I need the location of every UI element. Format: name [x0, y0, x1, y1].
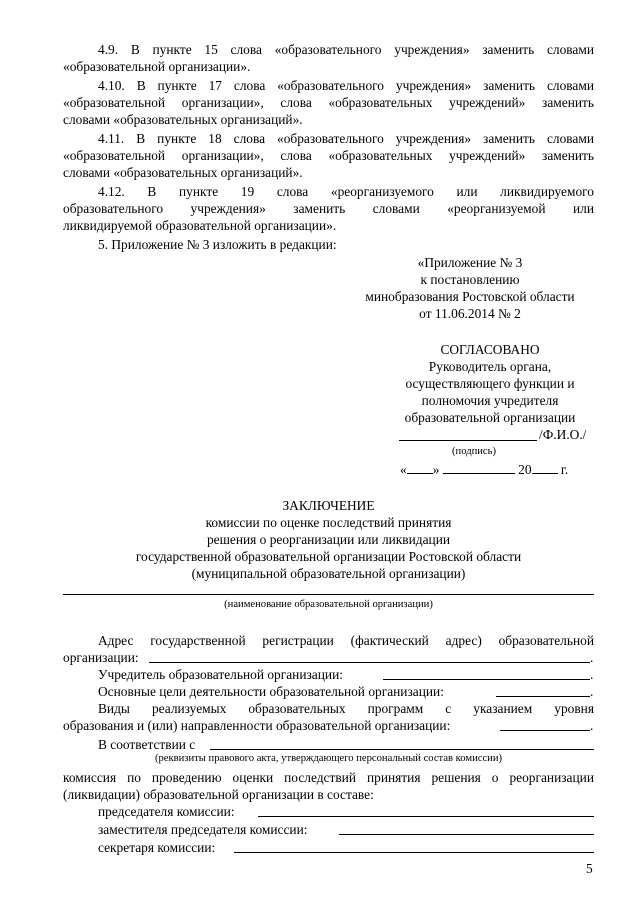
approval-title: СОГЛАСОВАНО	[440, 342, 540, 357]
approval-line-2: осуществляющего функции и	[405, 376, 575, 391]
approval-line-3: полномочия учредителя	[421, 393, 559, 408]
item-4-9-line-2: «образовательной организации».	[63, 59, 251, 74]
appendix-line-2: к постановлению	[420, 272, 520, 287]
goals-dot: .	[590, 684, 594, 699]
commission-line-1: комиссия по проведению оценки последствий принятия решения о реорганизации	[63, 770, 594, 785]
item-4-9-line-1: 4.9. В пункте 15 слова «образовательного учреждения» заменить словами	[98, 42, 594, 57]
item-4-10-line-1: 4.10. В пункте 17 слова «образовательного учреждения» заменить словами	[98, 78, 594, 93]
programs-label: образования и (или) направленности образовательной организации:	[63, 718, 451, 733]
year-blank	[532, 461, 558, 474]
address-dot: .	[590, 650, 594, 665]
year-suffix: г.	[560, 462, 569, 477]
founder-dot: .	[590, 667, 594, 682]
approval-fio: /Ф.И.О./	[539, 427, 587, 442]
appendix-title: «Приложение № 3	[417, 255, 523, 270]
approval-line-1: Руководитель органа,	[428, 359, 552, 374]
day-blank	[407, 461, 433, 474]
conclusion-title: ЗАКЛЮЧЕНИЕ	[282, 498, 375, 513]
deputy-blank	[339, 834, 594, 835]
programs-dot: .	[590, 718, 594, 733]
org-name-caption: (наименование образовательной организации)	[224, 599, 433, 610]
commission-line-2: (ликвидации) образовательной организации в составе:	[63, 787, 374, 802]
secretary-blank	[234, 852, 594, 853]
item-4-10-line-3: словами «образовательных организаций».	[63, 112, 303, 127]
approval-date	[400, 461, 568, 478]
item-4-10-line-2: «образовательной организации», слова «образовательных учреждений» заменить	[63, 95, 594, 110]
founder-label: Учредитель образовательной организации:	[98, 667, 343, 682]
item-4-12-line-1: 4.12. В пункте 19 слова «реорганизуемого или ликвидируемого	[98, 184, 594, 199]
goals-label: Основные цели деятельности образовательной организации:	[98, 684, 444, 699]
item-4-11-line-1: 4.11. В пункте 18 слова «образовательного учреждения» заменить словами	[98, 131, 594, 146]
address-label: организации:	[63, 650, 139, 665]
org-name-line	[63, 594, 594, 595]
founder-blank	[383, 679, 590, 680]
conclusion-line-1: комиссии по оценке последствий принятия	[205, 515, 452, 530]
secretary-label: секретаря комиссии:	[98, 840, 216, 855]
goals-blank	[496, 696, 590, 697]
page-number: 5	[586, 861, 593, 876]
chairman-label: председателя комиссии:	[98, 804, 235, 819]
address-line-1: Адрес государственной регистрации (фактический адрес) образовательной	[98, 633, 594, 648]
act-caption: (реквизиты правового акта, утверждающего персональный состав комиссии)	[154, 753, 503, 764]
year-prefix: 20	[518, 462, 532, 477]
item-5: 5. Приложение № 3 изложить в редакции:	[98, 237, 337, 252]
programs-line-1: Виды реализуемых образовательных программ с указанием уровня	[98, 701, 594, 716]
conclusion-line-3: государственной образовательной организации Ростовской области	[135, 549, 522, 564]
item-4-12-line-2: образовательного учреждения» заменить словами «реорганизуемой или	[63, 201, 594, 216]
signature-caption: (подпись)	[452, 446, 496, 457]
date-close-quote: »	[432, 462, 440, 477]
appendix-line-3: минобразования Ростовской области	[365, 289, 575, 304]
conclusion-line-4: (муниципальной образовательной организации)	[191, 566, 466, 581]
item-4-11-line-2: «образовательной организации», слова «образовательных учреждений» заменить	[63, 148, 594, 163]
month-blank	[443, 461, 515, 474]
accordance-blank	[210, 749, 594, 750]
chairman-blank	[258, 816, 594, 817]
signature-line	[399, 440, 537, 441]
appendix-line-4: от 11.06.2014 № 2	[419, 306, 521, 321]
approval-line-4: образовательной организации	[404, 410, 576, 425]
accordance-label: В соответствии с	[98, 737, 196, 752]
deputy-label: заместителя председателя комиссии:	[98, 822, 308, 837]
conclusion-line-2: решения о реорганизации или ликвидации	[206, 532, 451, 547]
programs-blank	[500, 730, 590, 731]
item-4-12-line-3: ликвидируемой образовательной организации».	[63, 218, 337, 233]
item-4-11-line-3: словами «образовательных организаций».	[63, 165, 303, 180]
address-blank	[149, 662, 590, 663]
date-open-quote: «	[400, 462, 407, 477]
